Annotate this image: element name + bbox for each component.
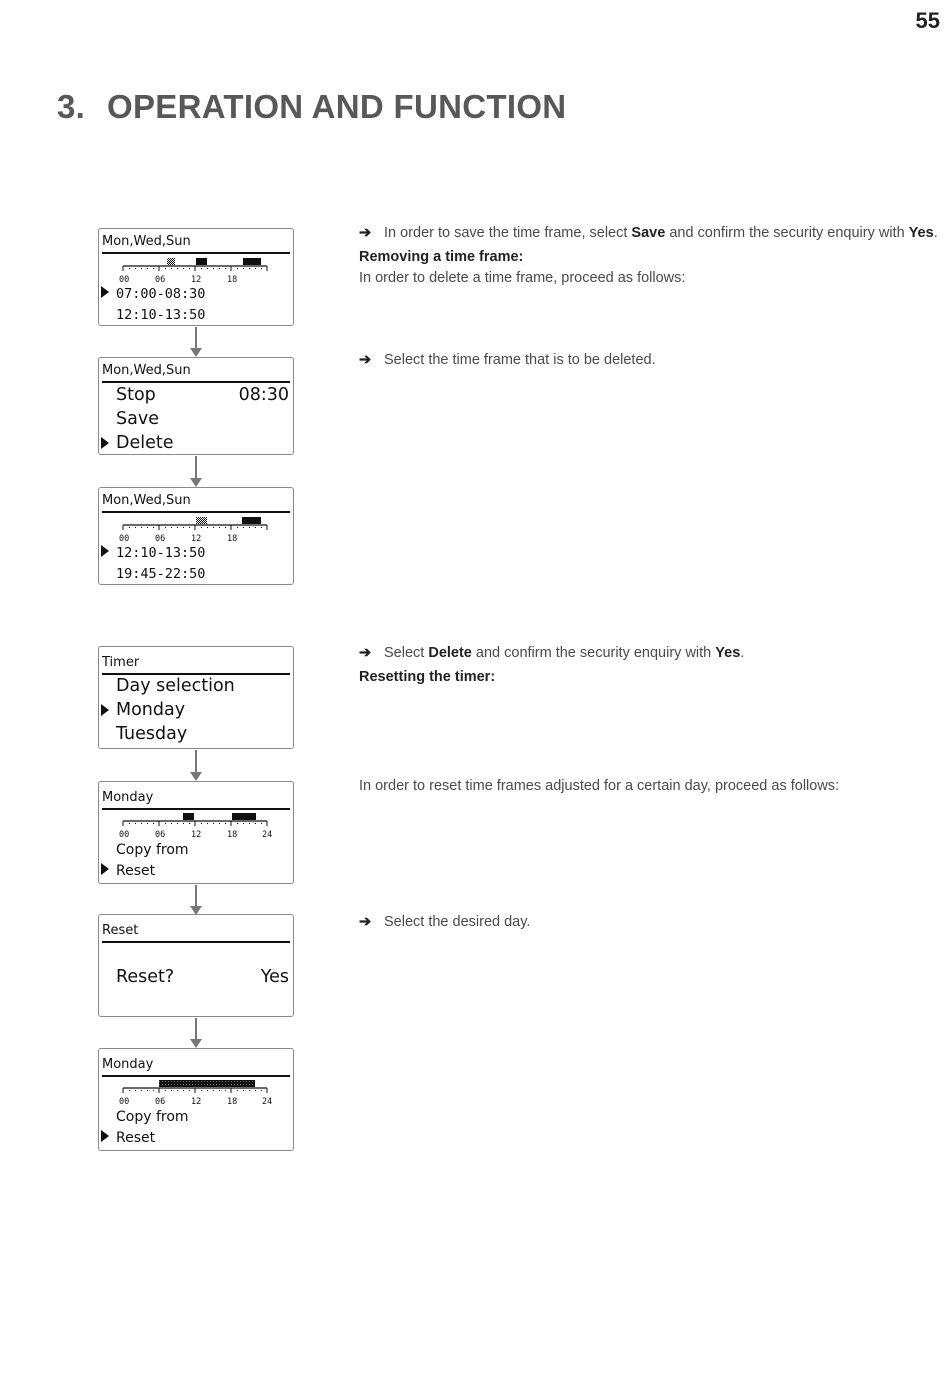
instruction-emphasis: Delete	[428, 645, 472, 661]
tick-label: 18	[227, 830, 238, 840]
flow-arrow	[195, 327, 197, 349]
selection-cursor	[101, 437, 109, 449]
arrow-right-icon: ➔	[359, 645, 372, 661]
menu-day-selection: Day selection	[116, 676, 235, 696]
time-frame-1[interactable]: 07:00-08:30	[116, 286, 206, 302]
instruction-select-day	[359, 914, 530, 930]
instruction-delete	[359, 645, 744, 661]
section-title	[57, 88, 566, 126]
arrow-right-icon: ➔	[359, 914, 372, 930]
tick-label: 18	[227, 275, 238, 285]
tick-label: 00	[119, 534, 130, 544]
tick-label: 06	[155, 534, 166, 544]
tick-label: 06	[155, 275, 166, 285]
tick-label: 12	[191, 1097, 202, 1107]
lcd-screen-edit-menu	[98, 357, 294, 455]
heading-removing: Removing a time frame:	[359, 249, 524, 265]
reset-question[interactable]	[116, 967, 291, 987]
time-frame-1[interactable]: 12:10-13:50	[116, 545, 206, 561]
menu-stop[interactable]	[116, 385, 291, 405]
menu-tuesday[interactable]: Tuesday	[116, 724, 188, 744]
instruction-save	[359, 225, 938, 241]
selection-cursor	[101, 286, 109, 298]
section-title-text: OPERATION AND FUNCTION	[107, 88, 567, 125]
flow-arrow	[195, 456, 197, 479]
menu-copy-from[interactable]: Copy from	[116, 842, 189, 858]
tick-label: 24	[262, 830, 273, 840]
tick-label: 00	[119, 1097, 130, 1107]
arrow-right-icon: ➔	[359, 225, 372, 241]
instruction-text: In order to save the time frame, select	[384, 225, 632, 241]
menu-delete[interactable]: Delete	[116, 433, 174, 453]
tick-label: 06	[155, 1097, 166, 1107]
tick-label: 12	[191, 534, 202, 544]
flow-arrow	[195, 1018, 197, 1040]
tick-label: 06	[155, 830, 166, 840]
timeline-bar	[119, 255, 279, 285]
instruction-select-frame	[359, 352, 656, 368]
reset-intro: In order to reset time frames adjusted for a certain day, proceed as follows:	[359, 778, 840, 794]
menu-reset[interactable]: Reset	[116, 1130, 156, 1146]
instruction-text: and confirm the security enquiry with	[471, 645, 716, 661]
timeline-bar	[119, 1077, 279, 1107]
lcd-screen-reset	[98, 914, 294, 1017]
lcd-screen-monday-reset	[98, 1048, 294, 1151]
menu-monday[interactable]: Monday	[116, 700, 186, 720]
selection-cursor	[101, 1130, 109, 1142]
time-frame-2[interactable]: 19:45-22:50	[116, 566, 206, 582]
tick-label: 00	[119, 275, 130, 285]
lcd-screen-monday	[98, 781, 294, 884]
lcd-header: Monday	[102, 1051, 290, 1077]
tick-label: 18	[227, 1097, 238, 1107]
page-number: 55	[915, 8, 940, 33]
arrow-right-icon: ➔	[359, 352, 372, 368]
heading-resetting: Resetting the timer:	[359, 669, 496, 685]
lcd-header: Monday	[102, 784, 290, 810]
lcd-header: Reset	[102, 917, 290, 943]
lcd-header: Mon,Wed,Sun	[102, 231, 290, 254]
lcd-header: Mon,Wed,Sun	[102, 360, 290, 383]
flow-arrow	[195, 750, 197, 773]
tick-label: 24	[262, 1097, 273, 1107]
menu-save[interactable]: Save	[116, 409, 159, 429]
instruction-emphasis: Yes	[908, 225, 934, 241]
instruction-text: .	[740, 645, 745, 661]
tick-label: 00	[119, 830, 130, 840]
instruction-text: Select the time frame that is to be deleted.	[384, 352, 656, 368]
instruction-text: .	[933, 225, 938, 241]
reset-answer[interactable]: Yes	[260, 967, 289, 987]
selection-cursor	[101, 863, 109, 875]
menu-reset[interactable]: Reset	[116, 863, 156, 879]
lcd-screen-after-delete	[98, 487, 294, 585]
tick-label: 12	[191, 830, 202, 840]
instruction-text: and confirm the security enquiry with	[665, 225, 909, 241]
flow-arrow	[195, 885, 197, 907]
lcd-screen-timer	[98, 646, 294, 749]
instruction-emphasis: Yes	[715, 645, 741, 661]
selection-cursor	[101, 545, 109, 557]
instruction-emphasis: Save	[631, 225, 666, 241]
lcd-screen-time-frames	[98, 228, 294, 326]
removing-intro: In order to delete a time frame, proceed as follows:	[359, 270, 686, 286]
tick-label: 12	[191, 275, 202, 285]
timeline-bar	[119, 514, 279, 544]
menu-copy-from[interactable]: Copy from	[116, 1109, 189, 1125]
reset-question-label: Reset?	[116, 967, 175, 987]
instruction-text: Select	[384, 645, 429, 661]
time-frame-2[interactable]: 12:10-13:50	[116, 307, 206, 323]
stop-value: 08:30	[238, 385, 289, 405]
lcd-header: Timer	[102, 649, 290, 675]
timeline-bar	[119, 810, 279, 840]
lcd-header: Mon,Wed,Sun	[102, 490, 290, 513]
selection-cursor	[101, 704, 109, 716]
tick-label: 18	[227, 534, 238, 544]
instruction-text: Select the desired day.	[384, 914, 531, 930]
section-number: 3.	[57, 88, 86, 125]
stop-label: Stop	[116, 385, 156, 405]
